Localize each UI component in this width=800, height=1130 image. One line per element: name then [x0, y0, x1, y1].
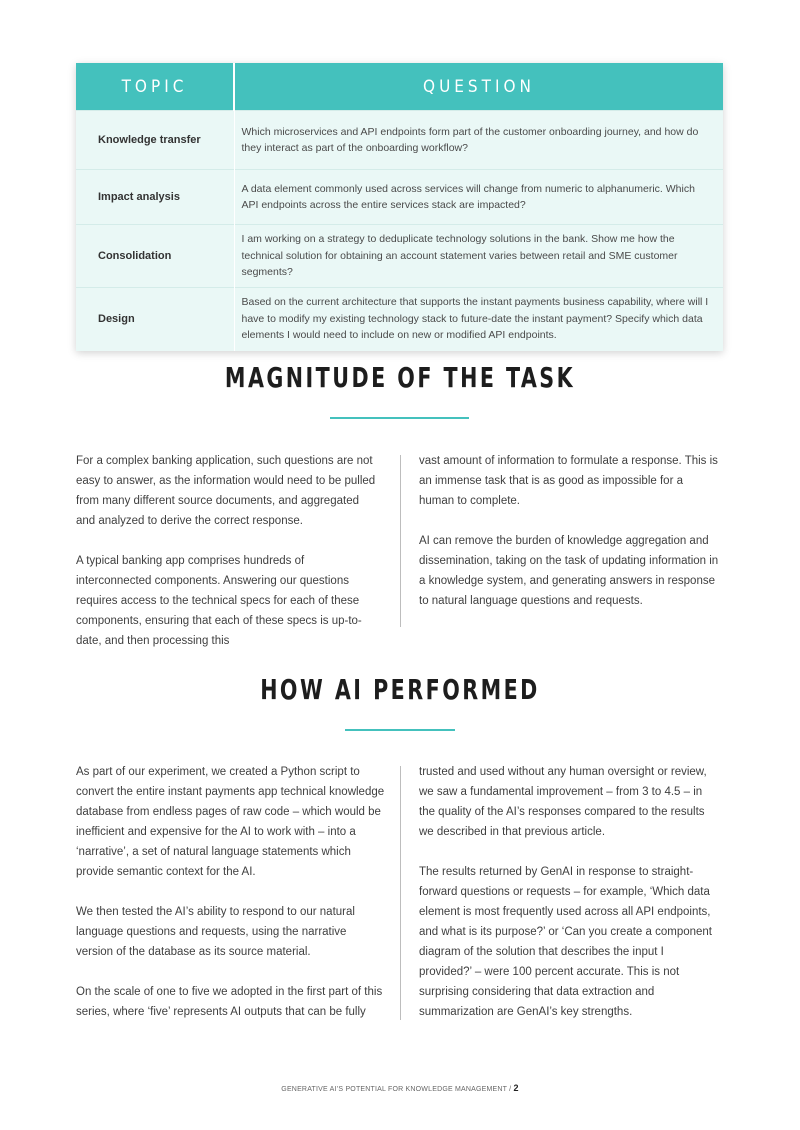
- paragraph: On the scale of one to five we adopted in the first part of this series, where ‘five’ represents AI outputs that can be fully: [76, 986, 383, 1018]
- topic-cell: Consolidation: [76, 225, 234, 288]
- table-row: [76, 111, 723, 170]
- magnitude-right-column: [419, 451, 719, 611]
- topic-cell: Knowledge transfer: [76, 111, 234, 170]
- paragraph: The results returned by GenAI in response to straight-forward questions or requests – for example, ‘Which data element is most frequently used across all API endpoints, and what is its purpose?’ or ‘Can you create a component diagram of the solution that describes the input I provided?’ – were 100 percent accurate. This is not surprising considering that data extraction and summarization are GenAI’s key strengths.: [419, 866, 712, 1018]
- column-divider: [400, 766, 401, 1020]
- section-heading-magnitude: MAGNITUDE OF THE TASK: [224, 361, 576, 394]
- table-row: [76, 225, 723, 288]
- section-heading-performance: HOW AI PERFORMED: [260, 673, 540, 706]
- page-footer: [0, 1083, 800, 1093]
- topic-question-table: [76, 63, 723, 351]
- table-row: [76, 287, 723, 351]
- heading-underline: [345, 729, 455, 731]
- paragraph: As part of our experiment, we created a Python script to convert the entire instant payments app technical knowledge database from endless pages of raw code – which would be inefficient and expensive for the AI to work with – into a ‘narrative’, a set of natural language statements which provide semantic context for the AI.: [76, 766, 385, 878]
- magnitude-left-column: [76, 451, 376, 651]
- question-cell: I am working on a strategy to deduplicate technology solutions in the bank. Show me how the technical solution for obtaining an account statement varies between retail and SME customer segments?: [234, 225, 723, 288]
- footer-title: GENERATIVE AI’S POTENTIAL FOR KNOWLEDGE MANAGEMENT /: [281, 1086, 512, 1093]
- paragraph: We then tested the AI’s ability to respond to our natural language questions and requests, using the narrative version of the database as its source material.: [76, 906, 355, 958]
- paragraph: AI can remove the burden of knowledge aggregation and dissemination, taking on the task of updating information in a knowledge system, and generating answers in response to natural language questions and requests.: [419, 535, 719, 607]
- table-header-row: [76, 63, 723, 111]
- performance-left-column: [76, 762, 386, 1022]
- paragraph: A typical banking app comprises hundreds of interconnected components. Answering our questions requires access to the technical specs for each of these components, ensuring that each of these specs is up-to-date, and then processing this: [76, 555, 362, 647]
- heading-underline: [330, 417, 469, 419]
- performance-right-column: [419, 762, 714, 1022]
- table-row: [76, 170, 723, 225]
- header-question: QUESTION: [234, 63, 723, 111]
- paragraph: vast amount of information to formulate a response. This is an immense task that is as good as impossible for a human to complete.: [419, 455, 718, 507]
- column-divider: [400, 455, 401, 627]
- header-topic: TOPIC: [76, 63, 234, 111]
- paragraph: For a complex banking application, such questions are not easy to answer, as the information would need to be pulled from many different source documents, and aggregated and analyzed to derive the correct response.: [76, 455, 376, 527]
- question-cell: Which microservices and API endpoints form part of the customer onboarding journey, and how do they interact as part of the onboarding workflow?: [234, 111, 723, 170]
- topic-cell: Design: [76, 287, 234, 351]
- page-number: 2: [513, 1083, 519, 1093]
- question-cell: Based on the current architecture that supports the instant payments business capability, where will I have to modify my existing technology stack to future-date the instant payment? Specify which data elements I would need to include on new or modified API endpoints.: [234, 287, 723, 351]
- question-cell: A data element commonly used across services will change from numeric to alphanumeric. Which API endpoints across the entire services stack are impacted?: [234, 170, 723, 225]
- topic-cell: Impact analysis: [76, 170, 234, 225]
- paragraph: trusted and used without any human oversight or review, we saw a fundamental improvement – from 3 to 4.5 – in the quality of the AI’s responses compared to the results we described in that previous article.: [419, 766, 707, 838]
